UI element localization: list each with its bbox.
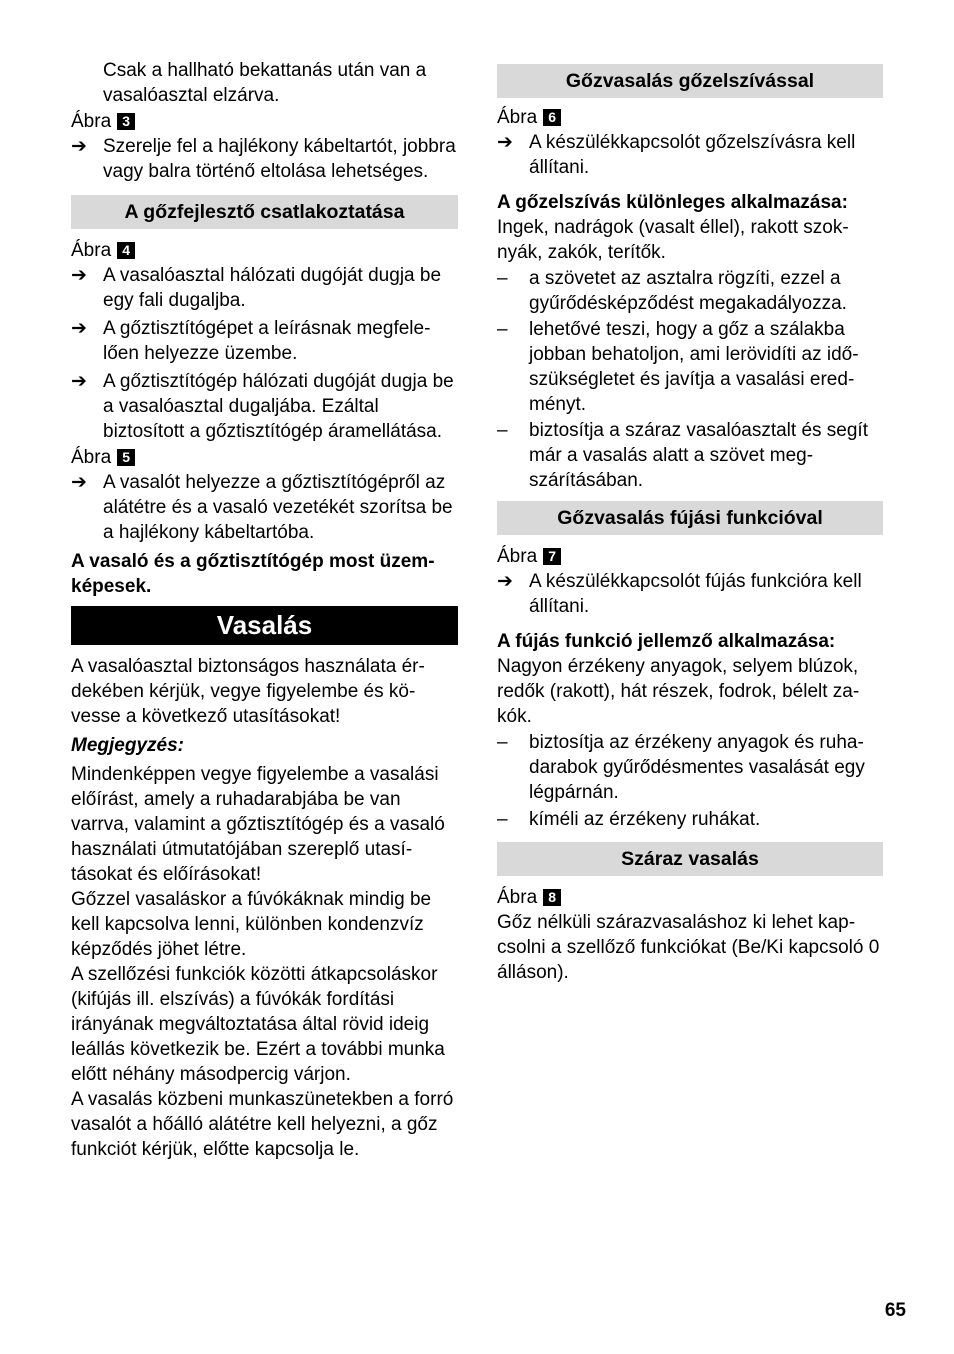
figure-number-badge: 3 (117, 113, 135, 130)
paragraph: Nagyon érzékeny anyagok, selyem blúzok, redők (rakott), hát részek, fodrok, bélelt zakók. (497, 656, 860, 727)
instruction-item: ➔ A gőztisztítógép hálózati dugóját dugja be a vasalóasztal dugaljába. Ezáltal biztosított a gőztisztítógép áramellátása. (71, 371, 454, 442)
bold-statement: A vasaló és a gőztisztítógép most üzemképesek. (71, 551, 435, 597)
arrow-icon: ➔ (497, 571, 513, 592)
paragraph: A szellőzési funkciók közötti átkapcsoláskor (kifújás ill. elszívás) a fúvókák fordítási irányának megváltoztatása által rövid ideig leállás következik be. Ezért a további munka előtt néhány másodpercig várjon. (71, 964, 445, 1085)
dash-list-item: – a szövetet az asztalra rögzíti, ezzel a gyűrődésképződést megakadályozza. (497, 268, 847, 314)
dash-list-item: – kíméli az érzékeny ruhákat. (497, 809, 761, 830)
paragraph: Mindenképpen vegye figyelembe a vasalási előírást, amely a ruhadarabjába be van varrva, valamint a gőztisztítógép és a vasaló használati útmutatójában szereplő utasításokat és előírásokat! (71, 764, 445, 885)
instruction-item: ➔ A gőztisztítógépet a leírásnak megfelelően helyezze üzembe. (71, 318, 431, 364)
instruction-item: ➔ A vasalót helyezze a gőztisztítógépről az alátétre és a vasaló vezetékét szorítsa be a hajlékony kábeltartóba. (71, 472, 453, 543)
figure-number-badge: 7 (543, 548, 561, 565)
section-heading: Száraz vasalás (497, 842, 883, 876)
paragraph: Csak a hallható bekattanás után van a vasalóasztal elzárva. (103, 60, 427, 106)
section-heading: Gőzvasalás gőzelszívással (497, 64, 883, 98)
figure-reference: Ábra 6 (497, 105, 883, 130)
arrow-icon: ➔ (497, 132, 513, 153)
bold-subheading: A gőzelszívás különleges alkalmazása: (497, 192, 848, 213)
page-number: 65 (884, 1300, 906, 1321)
paragraph: A vasalás közbeni munkaszünetekben a forró vasalót a hőálló alátétre kell helyezni, a gőz funkciót kérjük, előtte kapcsolja le. (71, 1089, 454, 1160)
chapter-heading: Vasalás (71, 606, 458, 645)
instruction-item: ➔ A készülékkapcsolót gőzelszívásra kell állítani. (497, 132, 856, 178)
paragraph: A vasalóasztal biztonságos használata érdekében kérjük, vegye figyelembe és kövesse a következő utasításokat! (71, 656, 425, 727)
instruction-item: ➔ A készülékkapcsolót fújás funkcióra kell állítani. (497, 571, 862, 617)
dash-list-item: – biztosítja az érzékeny anyagok és ruhadarabok gyűrődésmentes vasalását egy légpárnán. (497, 732, 865, 803)
paragraph: Gőzzel vasaláskor a fúvókáknak mindig be kell kapcsolva lenni, különben kondenzvíz képződés jöhet létre. (71, 889, 432, 960)
arrow-icon: ➔ (71, 371, 87, 392)
figure-number-badge: 8 (543, 889, 561, 906)
figure-reference: Ábra 8 (497, 885, 883, 910)
dash-list-item: – lehetővé teszi, hogy a gőz a szálakba jobban behatoljon, ami lerövidíti az időszükségletet és javítja a vasalási eredményt. (497, 319, 859, 415)
instruction-item: ➔ A vasalóasztal hálózati dugóját dugja be egy fali dugaljba. (71, 265, 442, 311)
section-heading: A gőzfejlesztő csatlakoztatása (71, 195, 458, 229)
figure-number-badge: 6 (543, 109, 561, 126)
figure-reference: Ábra 4 (71, 238, 458, 263)
figure-reference: Ábra 7 (497, 544, 883, 569)
dash-bullet: – (497, 268, 508, 289)
section-heading: Gőzvasalás fújási funkcióval (497, 501, 883, 535)
figure-reference: Ábra 5 (71, 445, 458, 470)
paragraph: Gőz nélküli szárazvasaláshoz ki lehet kapcsolni a szellőző funkciókat (Be/Ki kapcsoló 0 álláson). (497, 912, 880, 983)
dash-bullet: – (497, 420, 508, 441)
arrow-icon: ➔ (71, 472, 87, 493)
arrow-icon: ➔ (71, 318, 87, 339)
arrow-icon: ➔ (71, 265, 87, 286)
figure-reference: Ábra 3 (71, 109, 458, 134)
dash-bullet: – (497, 319, 508, 340)
figure-number-badge: 5 (117, 449, 135, 466)
instruction-item: ➔ Szerelje fel a hajlékony kábeltartót, jobbra vagy balra történő eltolása lehetséges. (71, 136, 456, 182)
bold-subheading: A fújás funkció jellemző alkalmazása: (497, 631, 836, 652)
left-column (71, 58, 458, 1162)
right-column (497, 64, 883, 985)
arrow-icon: ➔ (71, 136, 87, 157)
dash-list-item: – biztosítja a száraz vasalóasztalt és segít már a vasalás alatt a szövet megszárításában. (497, 420, 868, 491)
dash-bullet: – (497, 732, 508, 753)
paragraph: Ingek, nadrágok (vasalt éllel), rakott szoknyák, zakók, terítők. (497, 217, 849, 263)
dash-bullet: – (497, 809, 508, 830)
note-label: Megjegyzés: (71, 735, 184, 756)
figure-number-badge: 4 (117, 242, 135, 259)
